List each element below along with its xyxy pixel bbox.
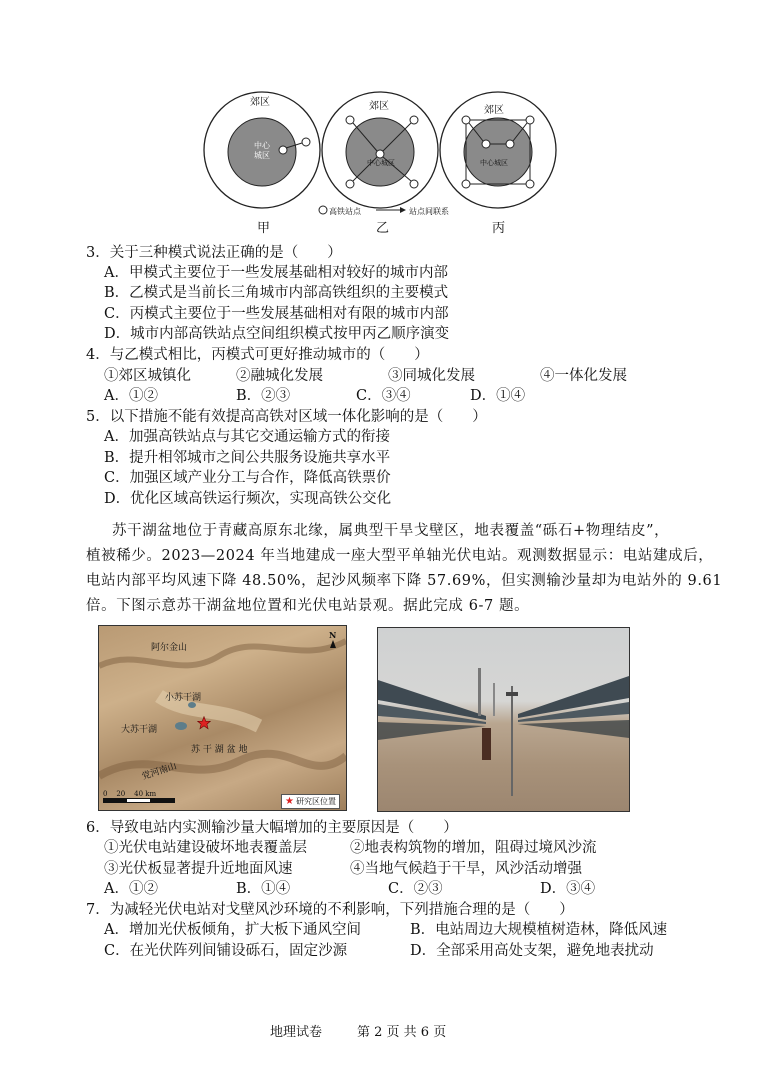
sugan-basin-map [98, 625, 347, 811]
passage-line-1: 苏干湖盆地位于青藏高原东北缘，属典型干旱戈壁区，地表覆盖“砾石+物理结皮”， [112, 523, 670, 539]
footer-page-number: 第 2 页 共 6 页 [357, 1025, 447, 1040]
map-legend [281, 794, 340, 809]
q3-option-c: C．丙模式主要位于一些发展基础相对有限的城市内部 [104, 306, 449, 322]
legend-study-area: 研究区位置 [295, 797, 336, 806]
q3-option-b: B．乙模式是当前长三角城市内部高铁组织的主要模式 [104, 285, 449, 301]
q4-choice-d: D．①④ [470, 388, 526, 404]
q7-option-c: C．在光伏阵列间铺设砾石，固定沙源 [104, 943, 348, 959]
legend-link-label: 站点间联系 [409, 207, 449, 216]
q7-option-a: A．增加光伏板倾角，扩大板下通风空间 [104, 922, 361, 938]
passage-line-3: 电站内部平均风速下降 48.50%，起沙风频率下降 57.69%，但实测输沙量却为电站外的 9.61 [86, 573, 723, 589]
q6-stem: 6．导致电站内实测输沙量大幅增加的主要原因是（ ） [86, 820, 458, 836]
q6-item-4: ④当地气候趋于干旱，风沙活动增强 [350, 861, 582, 877]
suburb-label-jia: 郊区 [250, 97, 270, 108]
q7-option-d: D．全部采用高处支架，避免地表扰动 [410, 943, 654, 959]
q6-item-2: ②地表构筑物的增加，阻碍过境风沙流 [350, 840, 597, 856]
north-arrow-icon [329, 630, 336, 648]
pv-station-photo [377, 627, 630, 812]
q5-stem: 5．以下措施不能有效提高高铁对区域一体化影响的是（ ） [86, 409, 487, 425]
q4-choice-c: C．③④ [356, 388, 411, 404]
passage-line-2: 植被稀少。2023—2024 年当地建成一座大型平单轴光伏电站。观测数据显示：电站建成后， [86, 548, 714, 564]
footer-subject: 地理试卷 [270, 1025, 323, 1040]
q3-stem: 3．关于三种模式说法正确的是（ ） [86, 245, 342, 261]
q6-item-3: ③光伏板显著提升近地面风速 [104, 861, 293, 877]
caption-jia: 甲 [257, 221, 271, 236]
q4-item-3: ③同城化发展 [388, 368, 475, 384]
map-label-altun: 阿尔金山 [151, 643, 188, 653]
legend-station-label: 高铁站点 [329, 207, 361, 216]
center-label-jia: 中心 城区 [254, 141, 270, 160]
scale-label: 0 20 40 km [103, 790, 157, 798]
q6-choice-c: C．②③ [388, 881, 443, 897]
q4-item-4: ④一体化发展 [540, 368, 627, 384]
q4-choice-a: A．①② [104, 388, 158, 404]
q7-option-b: B．电站周边大规模植树造林，降低风速 [410, 922, 668, 938]
caption-bing: 丙 [492, 221, 506, 236]
q7-stem: 7．为减轻光伏电站对戈壁风沙环境的不利影响，下列措施合理的是（ ） [86, 902, 574, 918]
q6-choice-b: B．①④ [236, 881, 291, 897]
q3-option-d: D．城市内部高铁站点空间组织模式按甲丙乙顺序演变 [104, 326, 450, 342]
suburb-label-bing: 郊区 [484, 105, 504, 116]
center-label-yi: 中心城区 [367, 159, 395, 167]
q5-option-b: B．提升相邻城市之间公共服务设施共享水平 [104, 450, 391, 466]
caption-yi: 乙 [376, 221, 390, 236]
map-label-danghe: 党河南山 [140, 761, 179, 783]
legend-star-icon: ★ [285, 796, 294, 807]
q4-item-2: ②融城化发展 [236, 368, 323, 384]
q6-item-1: ①光伏电站建设破坏地表覆盖层 [104, 840, 307, 856]
q4-item-1: ①郊区城镇化 [104, 368, 191, 384]
suburb-label-yi: 郊区 [369, 101, 389, 112]
q6-choice-d: D．③④ [540, 881, 596, 897]
scale-bar [103, 790, 175, 803]
center-label-bing: 中心城区 [480, 159, 508, 167]
q3-option-a: A．甲模式主要位于一些发展基础相对较好的城市内部 [104, 265, 448, 281]
passage-line-4: 倍。下图示意苏干湖盆地位置和光伏电站景观。据此完成 6-7 题。 [86, 598, 530, 614]
map-label-dasugan: 大苏干湖 [121, 725, 158, 735]
map-label-basin: 苏 干 湖 盆 地 [191, 745, 248, 755]
q5-option-d: D．优化区域高铁运行频次，实现高铁公交化 [104, 491, 392, 507]
study-site-star-icon [197, 716, 211, 730]
q4-stem: 4．与乙模式相比，丙模式可更好推动城市的（ ） [86, 347, 429, 363]
q4-choice-b: B．②③ [236, 388, 291, 404]
q5-option-c: C．加强区域产业分工与合作，降低高铁票价 [104, 470, 391, 486]
q5-option-a: A．加强高铁站点与其它交通运输方式的衔接 [104, 429, 390, 445]
north-label: N [329, 630, 337, 640]
q6-choice-a: A．①② [104, 881, 158, 897]
map-label-xiaosugan: 小苏干湖 [165, 693, 202, 703]
